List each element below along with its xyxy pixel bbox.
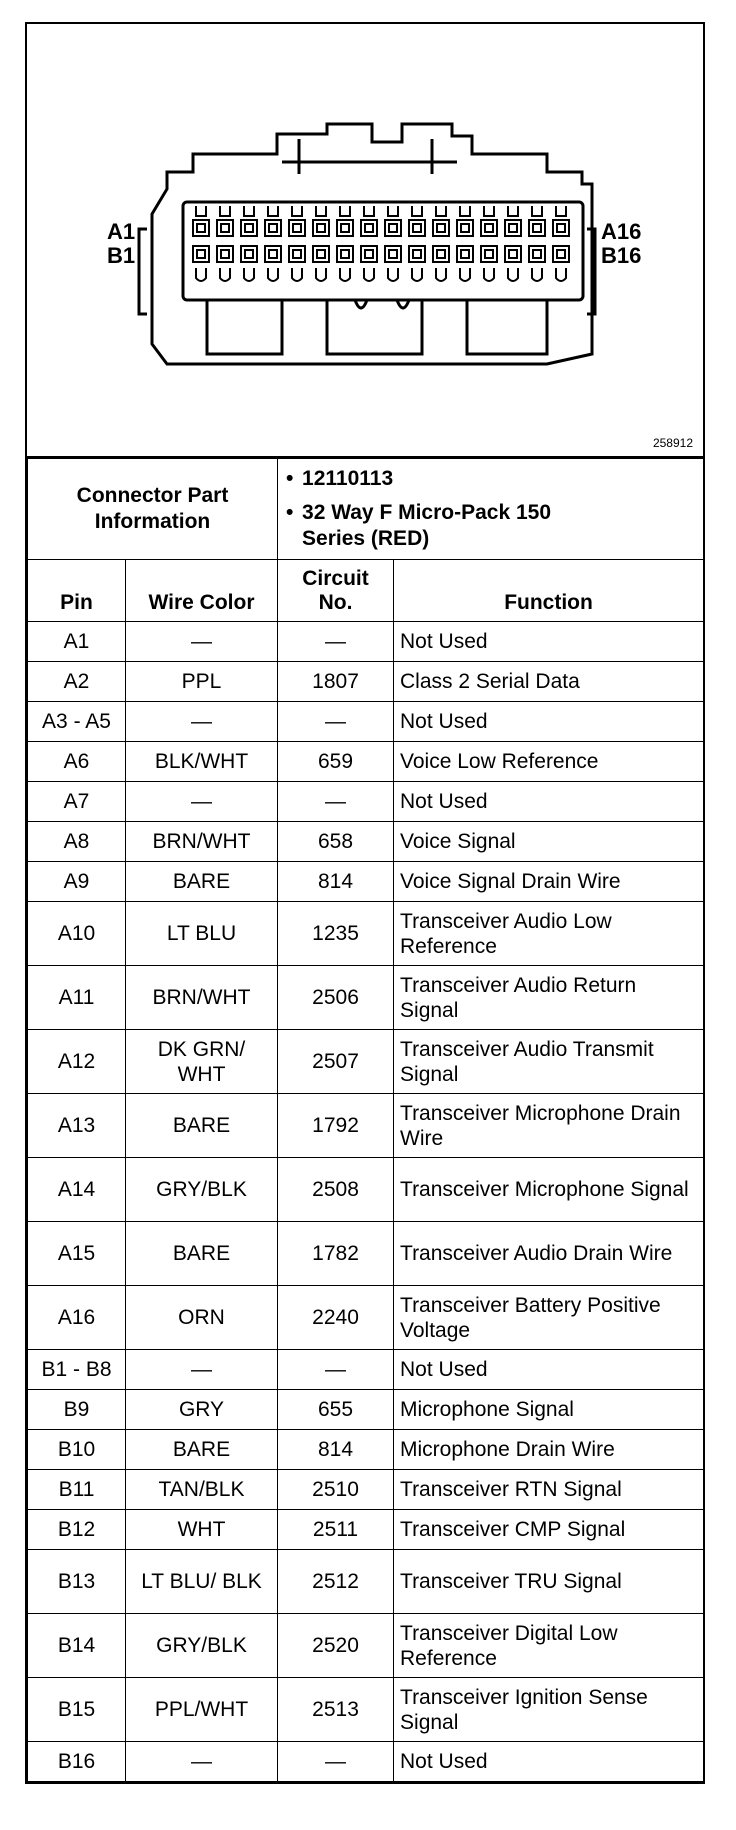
wire-color-cell: BRN/WHT: [126, 966, 278, 1030]
table-row: [28, 782, 704, 822]
circuit-cell: 1235: [278, 902, 394, 966]
wire-color-cell: BARE: [126, 1430, 278, 1470]
pin-label-b1: B1: [107, 243, 136, 268]
pin-cavity: [337, 220, 353, 236]
function-cell: Not Used: [394, 702, 704, 742]
pin-contact: [317, 224, 325, 232]
pin-latch: [316, 268, 326, 281]
pin-latch: [244, 206, 254, 216]
connector-sheet: [25, 22, 705, 1784]
function-cell: Class 2 Serial Data: [394, 662, 704, 702]
wire-color-cell: TAN/BLK: [126, 1470, 278, 1510]
pin-contact: [509, 224, 517, 232]
pin-latch: [532, 206, 542, 216]
pin-label-a1: A1: [107, 219, 136, 244]
pin-cell: B1 - B8: [28, 1350, 126, 1390]
pin-cavity: [361, 246, 377, 262]
table-row: [28, 1390, 704, 1430]
pin-latch: [412, 206, 422, 216]
wire-color-cell: —: [126, 702, 278, 742]
function-cell: Voice Signal: [394, 822, 704, 862]
pin-cell: B15: [28, 1678, 126, 1742]
pin-contact: [461, 250, 469, 258]
pin-contact: [221, 250, 229, 258]
pin-cell: A7: [28, 782, 126, 822]
pin-latch: [364, 206, 374, 216]
pin-cavity: [505, 246, 521, 262]
pin-cavity: [289, 220, 305, 236]
pin-cell: B14: [28, 1614, 126, 1678]
function-cell: Transceiver Audio Low Reference: [394, 902, 704, 966]
pin-latch: [316, 206, 326, 216]
pin-latch: [388, 268, 398, 281]
circuit-cell: 2507: [278, 1030, 394, 1094]
pinout-table: [27, 458, 704, 1782]
circuit-cell: 2520: [278, 1614, 394, 1678]
pin-cavity: [217, 220, 233, 236]
circuit-cell: —: [278, 702, 394, 742]
circuit-cell: —: [278, 622, 394, 662]
pin-cell: B13: [28, 1550, 126, 1614]
pin-contact: [533, 224, 541, 232]
wire-color-cell: BARE: [126, 862, 278, 902]
function-cell: Voice Signal Drain Wire: [394, 862, 704, 902]
pin-latch: [292, 206, 302, 216]
wire-color-cell: BARE: [126, 1222, 278, 1286]
pin-cell: A11: [28, 966, 126, 1030]
circuit-cell: 655: [278, 1390, 394, 1430]
wire-color-cell: LT BLU: [126, 902, 278, 966]
pin-cavity: [433, 220, 449, 236]
circuit-cell: 2512: [278, 1550, 394, 1614]
circuit-cell: 814: [278, 1430, 394, 1470]
function-cell: Transceiver Audio Drain Wire: [394, 1222, 704, 1286]
pin-cell: A8: [28, 822, 126, 862]
pin-latch: [508, 206, 518, 216]
pin-latch: [220, 206, 230, 216]
pin-cell: A1: [28, 622, 126, 662]
table-row: [28, 966, 704, 1030]
table-row: [28, 902, 704, 966]
wire-color-cell: ORN: [126, 1286, 278, 1350]
function-cell: Transceiver TRU Signal: [394, 1550, 704, 1614]
function-cell: Transceiver RTN Signal: [394, 1470, 704, 1510]
pin-cavity: [241, 220, 257, 236]
column-header-row: [28, 560, 704, 622]
pin-cavity: [361, 220, 377, 236]
wire-color-cell: GRY: [126, 1390, 278, 1430]
pin-cell: A2: [28, 662, 126, 702]
pin-cavity: [409, 246, 425, 262]
pin-cavity: [409, 220, 425, 236]
circuit-cell: 658: [278, 822, 394, 862]
function-cell: Transceiver CMP Signal: [394, 1510, 704, 1550]
table-row: [28, 1470, 704, 1510]
pin-cell: A12: [28, 1030, 126, 1094]
pin-contact: [389, 250, 397, 258]
pin-cavity: [529, 220, 545, 236]
pin-latch: [244, 268, 254, 281]
table-row: [28, 1158, 704, 1222]
connector-diagram: [27, 24, 703, 458]
table-row: [28, 1510, 704, 1550]
pin-contact: [245, 224, 253, 232]
connector-info-row: [28, 459, 704, 560]
circuit-cell: 1782: [278, 1222, 394, 1286]
table-row: [28, 862, 704, 902]
function-cell: Not Used: [394, 782, 704, 822]
pinout-rows: [28, 622, 704, 1782]
pin-cell: A13: [28, 1094, 126, 1158]
pin-contact: [341, 250, 349, 258]
pin-contact: [485, 250, 493, 258]
pin-cell: A15: [28, 1222, 126, 1286]
pin-latch: [484, 206, 494, 216]
wire-color-cell: PPL/WHT: [126, 1678, 278, 1742]
pin-cavity: [385, 246, 401, 262]
table-row: [28, 1430, 704, 1470]
pin-latch: [412, 268, 422, 281]
pin-contact: [317, 250, 325, 258]
pin-label-b16: B16: [601, 243, 642, 268]
function-cell: Transceiver Microphone Drain Wire: [394, 1094, 704, 1158]
pin-cell: A10: [28, 902, 126, 966]
table-row: [28, 1742, 704, 1782]
circuit-cell: 659: [278, 742, 394, 782]
pin-latch: [364, 268, 374, 281]
pin-cell: B10: [28, 1430, 126, 1470]
pin-contact: [413, 250, 421, 258]
pin-cavity: [289, 246, 305, 262]
pin-latch: [484, 268, 494, 281]
function-cell: Not Used: [394, 1350, 704, 1390]
pin-cavity: [337, 246, 353, 262]
table-row: [28, 1286, 704, 1350]
pin-contact: [269, 250, 277, 258]
pin-cell: A9: [28, 862, 126, 902]
wire-color-cell: PPL: [126, 662, 278, 702]
circuit-cell: —: [278, 782, 394, 822]
part-number: • 12110113: [284, 466, 697, 492]
wire-color-cell: —: [126, 1350, 278, 1390]
pin-cavity: [457, 246, 473, 262]
pin-cavity: [217, 246, 233, 262]
connector-description: • 32 Way F Micro-Pack 150 Series (RED): [284, 500, 582, 552]
pin-latch: [556, 268, 566, 281]
pin-contact: [365, 250, 373, 258]
wire-color-cell: GRY/BLK: [126, 1158, 278, 1222]
pin-latch: [508, 268, 518, 281]
pin-cavity: [265, 220, 281, 236]
pin-cavity: [553, 246, 569, 262]
pin-cell: A3 - A5: [28, 702, 126, 742]
circuit-cell: 1792: [278, 1094, 394, 1158]
table-row: [28, 662, 704, 702]
pin-cavity: [313, 246, 329, 262]
connector-info-details: [278, 459, 704, 560]
function-cell: Transceiver Audio Transmit Signal: [394, 1030, 704, 1094]
table-row: [28, 702, 704, 742]
circuit-cell: 2511: [278, 1510, 394, 1550]
pin-contact: [461, 224, 469, 232]
circuit-cell: 2508: [278, 1158, 394, 1222]
function-cell: Transceiver Digital Low Reference: [394, 1614, 704, 1678]
connector-info-label: Connector Part Information: [28, 459, 278, 560]
table-row: [28, 1678, 704, 1742]
function-cell: Transceiver Ignition Sense Signal: [394, 1678, 704, 1742]
pin-contact: [437, 224, 445, 232]
pin-latch: [556, 206, 566, 216]
circuit-cell: —: [278, 1350, 394, 1390]
pin-cavity: [529, 246, 545, 262]
circuit-cell: 1807: [278, 662, 394, 702]
pin-cavity: [313, 220, 329, 236]
pin-latch: [196, 206, 206, 216]
pin-contact: [293, 224, 301, 232]
pin-cavity: [481, 220, 497, 236]
pin-label-a16: A16: [601, 219, 642, 244]
pin-latch: [268, 268, 278, 281]
header-pin: Pin: [28, 560, 126, 622]
function-cell: Transceiver Microphone Signal: [394, 1158, 704, 1222]
circuit-cell: 2506: [278, 966, 394, 1030]
table-row: [28, 1614, 704, 1678]
pin-cavity: [265, 246, 281, 262]
wire-color-cell: BRN/WHT: [126, 822, 278, 862]
wire-color-cell: LT BLU/ BLK: [126, 1550, 278, 1614]
table-row: [28, 742, 704, 782]
pin-latch: [292, 268, 302, 281]
pin-cavity: [241, 246, 257, 262]
pin-cavity: [505, 220, 521, 236]
pin-latch: [460, 206, 470, 216]
pin-cell: B12: [28, 1510, 126, 1550]
pin-cavity: [385, 220, 401, 236]
function-cell: Transceiver Audio Return Signal: [394, 966, 704, 1030]
pin-contact: [365, 224, 373, 232]
pin-cavity: [457, 220, 473, 236]
table-row: [28, 1094, 704, 1158]
table-row: [28, 1550, 704, 1614]
function-cell: Voice Low Reference: [394, 742, 704, 782]
pin-latch: [532, 268, 542, 281]
wire-color-cell: BLK/WHT: [126, 742, 278, 782]
pin-cell: A16: [28, 1286, 126, 1350]
pin-contact: [413, 224, 421, 232]
pin-contact: [557, 250, 565, 258]
pin-contact: [221, 224, 229, 232]
function-cell: Microphone Signal: [394, 1390, 704, 1430]
pin-cavity: [433, 246, 449, 262]
circuit-cell: 814: [278, 862, 394, 902]
wire-color-cell: —: [126, 1742, 278, 1782]
pin-cavity: [481, 246, 497, 262]
pin-latch: [340, 268, 350, 281]
pin-contact: [341, 224, 349, 232]
circuit-cell: —: [278, 1742, 394, 1782]
pin-contact: [293, 250, 301, 258]
function-cell: Not Used: [394, 622, 704, 662]
circuit-cell: 2240: [278, 1286, 394, 1350]
table-row: [28, 622, 704, 662]
pin-contact: [533, 250, 541, 258]
pin-cell: B16: [28, 1742, 126, 1782]
pin-cavity: [193, 246, 209, 262]
table-row: [28, 1350, 704, 1390]
pin-latch: [460, 268, 470, 281]
pin-cell: A14: [28, 1158, 126, 1222]
pin-cell: B9: [28, 1390, 126, 1430]
pin-latch: [436, 268, 446, 281]
pin-contact: [557, 224, 565, 232]
pin-contact: [197, 224, 205, 232]
header-function: Function: [394, 560, 704, 622]
header-circuit-no: Circuit No.: [278, 560, 394, 622]
table-row: [28, 1030, 704, 1094]
pin-contact: [485, 224, 493, 232]
table-row: [28, 1222, 704, 1286]
table-row: [28, 822, 704, 862]
header-wire-color: Wire Color: [126, 560, 278, 622]
pin-contact: [509, 250, 517, 258]
wire-color-cell: —: [126, 782, 278, 822]
pin-latch: [196, 268, 206, 281]
pin-contact: [197, 250, 205, 258]
function-cell: Microphone Drain Wire: [394, 1430, 704, 1470]
pin-latch: [340, 206, 350, 216]
pin-latch: [220, 268, 230, 281]
pin-contact: [389, 224, 397, 232]
wire-color-cell: —: [126, 622, 278, 662]
wire-color-cell: WHT: [126, 1510, 278, 1550]
circuit-cell: 2513: [278, 1678, 394, 1742]
figure-id: 258912: [652, 436, 693, 450]
wire-color-cell: DK GRN/ WHT: [126, 1030, 278, 1094]
function-cell: Transceiver Battery Positive Voltage: [394, 1286, 704, 1350]
pin-latch: [268, 206, 278, 216]
pin-cavity: [553, 220, 569, 236]
pin-contact: [437, 250, 445, 258]
function-cell: Not Used: [394, 1742, 704, 1782]
pin-cell: B11: [28, 1470, 126, 1510]
pin-contact: [269, 224, 277, 232]
wire-color-cell: BARE: [126, 1094, 278, 1158]
pin-latch: [388, 206, 398, 216]
wire-color-cell: GRY/BLK: [126, 1614, 278, 1678]
pin-cell: A6: [28, 742, 126, 782]
pin-contact: [245, 250, 253, 258]
pin-cavity: [193, 220, 209, 236]
pin-latch: [436, 206, 446, 216]
circuit-cell: 2510: [278, 1470, 394, 1510]
